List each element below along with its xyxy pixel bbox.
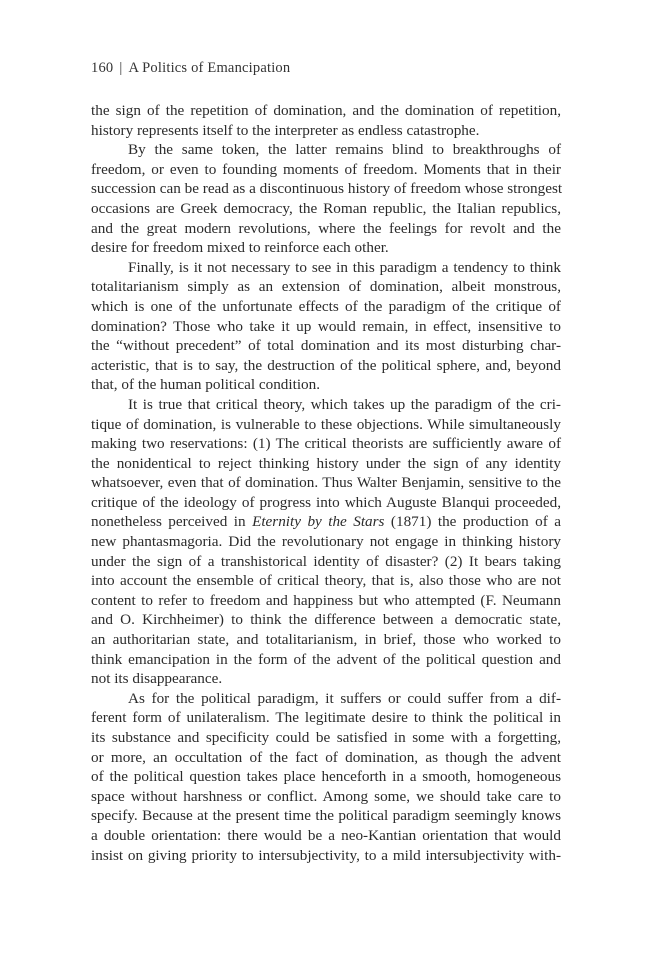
header-separator: | (119, 60, 123, 76)
body-text (91, 101, 561, 865)
text-line: the “without precedent” of total domination and its most disturbing char- (91, 337, 561, 355)
paragraph (91, 689, 561, 865)
book-title: A Politics of Emancipation (128, 60, 291, 76)
text-line: the sign of the repetition of domination, and the domination of repetition, (91, 102, 561, 119)
text-line: making two reservations: (1) The critical theorists are sufficiently aware of (91, 435, 561, 453)
text-line: critique of the ideology of progress into which Auguste Blanqui proceeded, (91, 493, 561, 511)
text-line: not its disappearance. (91, 670, 223, 688)
text-line (91, 512, 561, 532)
text-line: history represents itself to the interpreter as endless catastrophe. (91, 121, 480, 139)
text-line: of the political question takes place henceforth in a smooth, homogeneous (91, 768, 561, 786)
text-line: the nonidentical to reject thinking history under the sign of any identity (91, 454, 561, 472)
text-line: or more, an occultation of the fact of domination, as though the advent (91, 748, 561, 766)
text-line: By the same token, the latter remains blind to breakthroughs of (128, 141, 561, 159)
running-head (91, 60, 290, 77)
text-line: which is one of the unfortunate effects of the paradigm of the critique of (91, 297, 561, 315)
paragraph (91, 140, 561, 258)
text-line: whatsoever, even that of domination. Thus Walter Benjamin, sensitive to the (91, 474, 561, 492)
text-line: under the sign of a transhistorical identity of disaster? (2) It bears taking (91, 552, 561, 570)
text-line: that, of the human political condition. (91, 376, 321, 394)
text-line: content to refer to freedom and happiness but who attempted (F. Neumann (91, 591, 561, 609)
text-line: freedom, or even to founding moments of freedom. Moments that in their (91, 160, 561, 178)
paragraph (91, 101, 561, 140)
text-line: ferent form of unilateralism. The legitimate desire to think the political in (91, 709, 561, 727)
text-run: (1871) the production of a (384, 513, 561, 531)
text-line: and the great modern revolutions, where the feelings for revolt and the (91, 219, 561, 237)
text-line: space without harshness or conflict. Among some, we should take care to (91, 787, 561, 805)
text-line: an authoritarian state, and totalitarianism, in brief, those who worked to (91, 631, 561, 649)
text-line: specify. Because at the present time the political paradigm seemingly knows (91, 807, 561, 825)
text-line: and O. Kirchheimer) to think the difference between a democratic state, (91, 611, 561, 629)
text-line: desire for freedom mixed to reinforce each other. (91, 239, 389, 257)
text-line: Finally, is it not necessary to see in this paradigm a tendency to think (128, 258, 561, 276)
paragraph (91, 395, 561, 689)
text-line: into account the ensemble of critical theory, that is, also those who are not (91, 572, 561, 590)
text-run: nonetheless perceived in (91, 513, 253, 531)
text-line: its substance and specificity could be satisfied in some with a forgetting, (91, 729, 561, 746)
text-line: As for the political paradigm, it suffers or could suffer from a dif- (128, 689, 561, 707)
text-line: new phantasmagoria. Did the revolutionary not engage in thinking history (91, 533, 561, 551)
text-line: succession can be read as a discontinuous history of freedom whose strongest (91, 180, 563, 198)
page-number: 160 (91, 60, 114, 76)
text-line: totalitarianism simply as an extension of domination, albeit monstrous, (91, 278, 561, 296)
text-line: It is true that critical theory, which takes up the paradigm of the cri- (128, 395, 561, 413)
text-line: think emancipation in the form of the advent of the political question and (91, 650, 561, 668)
text-line: insist on giving priority to intersubjectivity, to a mild intersubjectivity with- (91, 846, 561, 864)
paragraph (91, 258, 561, 395)
book-title-italic: Eternity by the Stars (252, 513, 385, 531)
text-line: a double orientation: there would be a neo-Kantian orientation that would (91, 826, 561, 844)
text-line: domination? Those who take it up would remain, in effect, insensitive to (91, 317, 561, 335)
text-line: occasions are Greek democracy, the Roman republic, the Italian republics, (91, 199, 561, 217)
text-line: acteristic, that is to say, the destruction of the political sphere, and, beyond (91, 356, 561, 374)
text-line: tique of domination, is vulnerable to these objections. While simultaneously (91, 415, 561, 433)
